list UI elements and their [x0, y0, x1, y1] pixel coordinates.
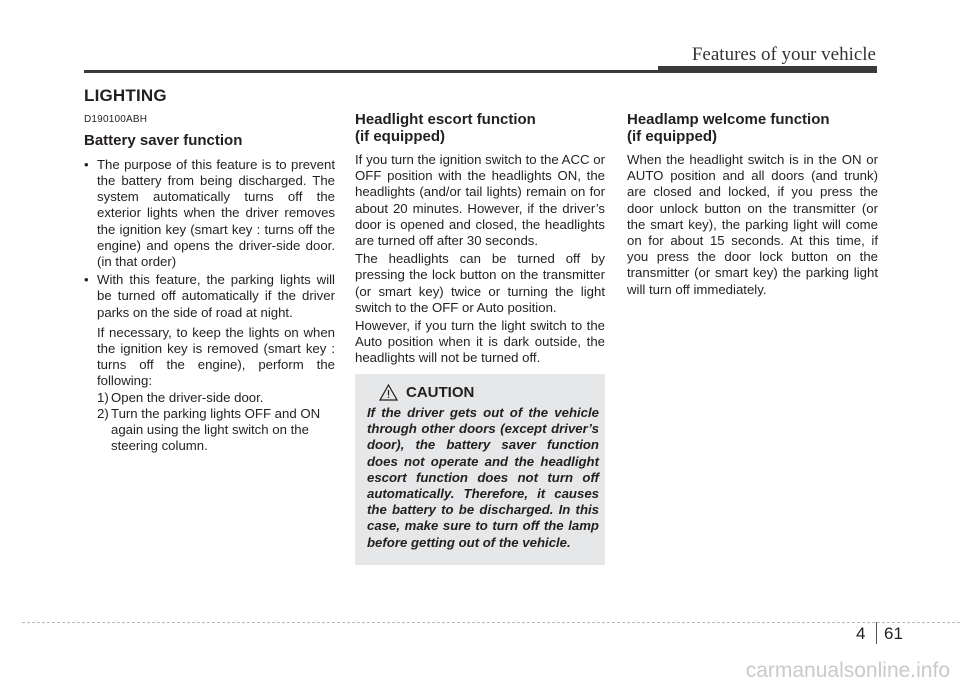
step-item [84, 390, 335, 406]
step-number: 2) [97, 405, 109, 421]
paragraph: When the headlight switch is in the ON or AUTO position and all doors (and trunk) are closed and locked, if you press the door unlock button on the transmitter (or the smart key), the parking light will come on for about 15 seconds. At this time, if you press the door lock button on the transmitter (or smart key) the parking light will turn off immediately. [627, 152, 878, 297]
section-title: LIGHTING [84, 86, 167, 105]
warning-triangle-icon [379, 384, 398, 401]
bullet-text: The purpose of this feature is to prevent the battery from being discharged. The system automatically turns off the exterior lights when the driver removes the ignition key (smart key : turns off the engine) and opens the driver-side door. (in that order) [97, 156, 335, 269]
paragraph: However, if you turn the light switch to the Auto position when it is dark outside, the headlights will not be turned off. [355, 318, 605, 366]
caution-text: If the driver gets out of the vehicle through other doors (except driver’s door), the battery saver function does not operate and the headlight escort function does not turn off automatically. Therefore, it causes the battery to be discharged. In this case, make sure to turn off the lamp before getting out of the vehicle. [367, 405, 599, 550]
header-tab [658, 66, 877, 73]
bullet-text: With this feature, the parking lights will be turned off automatically if the driver parks on the side of road at night. [97, 272, 335, 320]
column-headlight-escort [355, 112, 605, 369]
paragraph: If you turn the ignition switch to the ACC or OFF position with the headlights ON, the headlights (and/or tail lights) remain on for about 20 minutes. However, if the driver’s door is opened and closed, the headlights are turned off after 30 seconds. [355, 152, 605, 249]
bullet-item [84, 157, 335, 270]
battery-saver-heading: Battery saver function [84, 132, 243, 150]
column-headlamp-welcome [627, 112, 878, 300]
watermark: carmanualsonline.info [745, 659, 950, 682]
header-title: Features of your vehicle [691, 44, 876, 65]
column-battery-saver [84, 112, 335, 454]
section-code: D190100ABH [84, 114, 148, 125]
step-item [84, 406, 335, 455]
step-text: Open the driver-side door. [111, 389, 264, 405]
paragraph: The headlights can be turned off by pressing the lock button on the transmitter (or smart key) twice or turning the light switch to the OFF or Auto position. [355, 251, 605, 315]
headlamp-welcome-heading [627, 112, 878, 145]
footer-dashed-line [22, 622, 960, 623]
step-text: Turn the parking lights OFF and ON again using the light switch on the steering column. [111, 405, 321, 454]
heading-line: (if equipped) [355, 127, 445, 145]
bullet-dot-icon: • [84, 156, 89, 172]
caution-header [367, 384, 599, 401]
step-number: 1) [97, 389, 109, 405]
heading-line: Headlamp welcome function [627, 111, 830, 128]
instruction-paragraph: If necessary, to keep the lights on when the ignition key is removed (smart key : turns off the engine), perform the following: [97, 324, 335, 389]
heading-line: (if equipped) [627, 127, 717, 145]
bullet-item [84, 272, 335, 321]
page-separator [876, 622, 877, 644]
headlight-escort-heading [355, 112, 605, 145]
heading-line: Headlight escort function [355, 111, 536, 128]
caution-label: CAUTION [406, 384, 475, 401]
page-number: 61 [884, 624, 903, 643]
caution-box [355, 374, 605, 565]
bullet-dot-icon: • [84, 272, 89, 288]
chapter-number: 4 [856, 624, 866, 643]
